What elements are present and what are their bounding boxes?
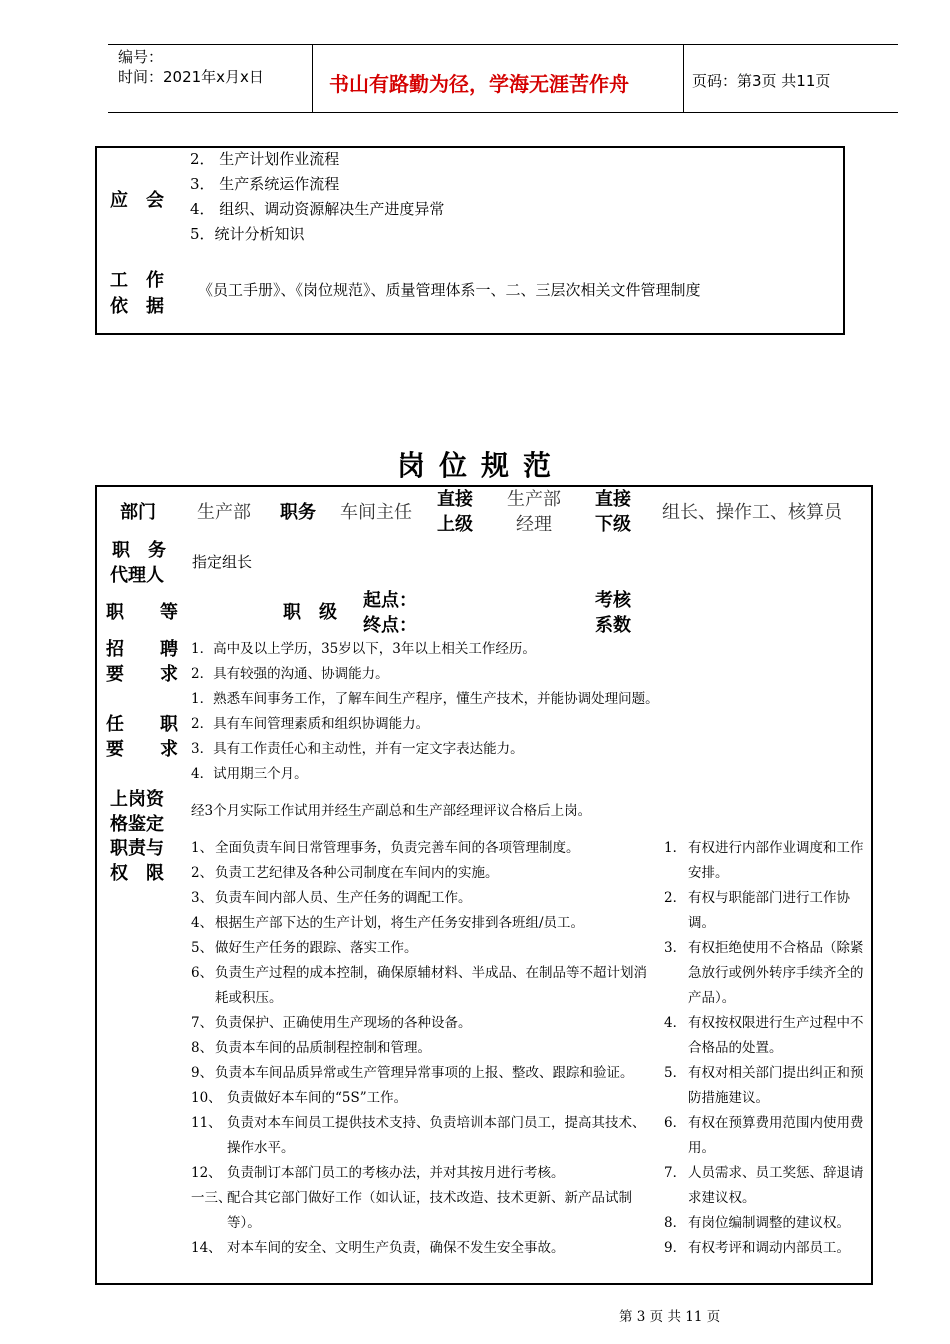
authority-item-text: 有岗位编制调整的建议权。 bbox=[688, 1215, 850, 1231]
authority-item bbox=[664, 1161, 864, 1211]
responsibility-item bbox=[191, 836, 649, 861]
start-label: 起点： bbox=[363, 590, 417, 611]
authority-item bbox=[664, 1111, 864, 1161]
superior-label-1: 直接 bbox=[437, 489, 473, 510]
end-label: 终点： bbox=[363, 615, 417, 636]
responsibility-item bbox=[191, 1161, 649, 1186]
responsibility-item-number: 5、 bbox=[191, 940, 214, 956]
responsibility-item-text: 根据生产部下达的生产计划，将生产任务安排到各班组/员工。 bbox=[215, 915, 585, 931]
subordinate-value: 组长、操作工、核算员 bbox=[662, 502, 842, 523]
recruit-label-2: 要 求 bbox=[106, 664, 178, 685]
authority-item-text: 有权进行内部作业调度和工作安排。 bbox=[688, 840, 864, 881]
responsibility-item-text: 全面负责车间日常管理事务，负责完善车间的各项管理制度。 bbox=[215, 840, 580, 856]
skill-item: 4． 组织、调动资源解决生产进度异常 bbox=[190, 200, 445, 218]
position-label: 职务 bbox=[280, 502, 316, 523]
authority-item-number: 4． bbox=[664, 1015, 687, 1031]
responsibility-item-number: 7、 bbox=[191, 1015, 214, 1031]
authority-item bbox=[664, 836, 864, 886]
responsibility-item-number: 9、 bbox=[191, 1065, 214, 1081]
responsibility-item-text: 负责工艺纪律及各种公司制度在车间内的实施。 bbox=[215, 865, 499, 881]
header-bottom-rule bbox=[108, 112, 898, 113]
duty-req-item: 4．试用期三个月。 bbox=[191, 766, 308, 782]
authority-item bbox=[664, 1211, 864, 1236]
responsibility-list bbox=[191, 836, 649, 1261]
resp-label-1: 职责与 bbox=[110, 838, 164, 859]
duty-req-item: 1．熟悉车间事务工作，了解车间生产程序，懂生产技术，并能协调处理问题。 bbox=[191, 691, 659, 707]
duty-req-label-1: 任 职 bbox=[106, 714, 178, 735]
responsibility-item-number: 11、 bbox=[191, 1115, 222, 1131]
header-divider-left bbox=[312, 44, 313, 113]
responsibility-item-text: 对本车间的安全、文明生产负责，确保不发生安全事故。 bbox=[227, 1240, 565, 1256]
responsibility-item-text: 负责制订本部门员工的考核办法，并对其按月进行考核。 bbox=[227, 1165, 565, 1181]
responsibility-item-number: 一三、 bbox=[191, 1190, 232, 1206]
authority-item-number: 5． bbox=[664, 1065, 687, 1081]
ying-hui-label: 应 会 bbox=[110, 190, 164, 211]
duty-req-label-2: 要 求 bbox=[106, 739, 178, 760]
dept-label: 部门 bbox=[120, 502, 156, 523]
superior-label-2: 上级 bbox=[437, 514, 473, 535]
responsibility-item-text: 负责保护、正确使用生产现场的各种设备。 bbox=[215, 1015, 472, 1031]
authority-item-number: 7． bbox=[664, 1165, 687, 1181]
qual-label-1: 上岗资 bbox=[110, 789, 164, 810]
authority-item-text: 有权拒绝使用不合格品（除紧急放行或例外转序手续齐全的产品）。 bbox=[688, 940, 864, 1006]
header-divider-right bbox=[683, 44, 684, 113]
authority-item-number: 8． bbox=[664, 1215, 687, 1231]
header-top-rule bbox=[108, 44, 898, 45]
responsibility-item-number: 4、 bbox=[191, 915, 214, 931]
header-motto: 书山有路勤为径，学海无涯苦作舟 bbox=[329, 72, 629, 96]
responsibility-item bbox=[191, 1186, 649, 1236]
responsibility-item bbox=[191, 911, 649, 936]
authority-item-text: 人员需求、员工奖惩、辞退请求建议权。 bbox=[688, 1165, 864, 1206]
subordinate-label-2: 下级 bbox=[595, 514, 631, 535]
authority-item-number: 3． bbox=[664, 940, 687, 956]
duty-req-item: 3．具有工作责任心和主动性，并有一定文字表达能力。 bbox=[191, 741, 524, 757]
authority-item bbox=[664, 1236, 864, 1261]
authority-item-text: 有权在预算费用范围内使用费用。 bbox=[688, 1115, 864, 1156]
coef-label-2: 系数 bbox=[595, 615, 631, 636]
deputy-label-1: 职 务 bbox=[112, 540, 166, 561]
section-title: 岗位规范 bbox=[397, 449, 566, 482]
header-page: 页码：第3页 共11页 bbox=[692, 72, 831, 90]
authority-item-text: 有权与职能部门进行工作协调。 bbox=[688, 890, 850, 931]
authority-item-number: 6． bbox=[664, 1115, 687, 1131]
responsibility-item-number: 10、 bbox=[191, 1090, 222, 1106]
authority-item bbox=[664, 1011, 864, 1061]
authority-item bbox=[664, 1061, 864, 1111]
subordinate-label-1: 直接 bbox=[595, 489, 631, 510]
qual-label-2: 格鉴定 bbox=[110, 814, 164, 835]
responsibility-item-text: 负责生产过程的成本控制，确保原辅材料、半成品、在制品等不超计划消耗或积压。 bbox=[215, 965, 647, 1006]
authority-item-number: 9． bbox=[664, 1240, 687, 1256]
authority-item-text: 有权按权限进行生产过程中不合格品的处置。 bbox=[688, 1015, 864, 1056]
skill-item: 2． 生产计划作业流程 bbox=[190, 150, 340, 168]
responsibility-item bbox=[191, 961, 649, 1011]
responsibility-item-text: 负责本车间的品质制程控制和管理。 bbox=[215, 1040, 431, 1056]
authority-item-number: 1． bbox=[664, 840, 687, 856]
responsibility-item-number: 6、 bbox=[191, 965, 214, 981]
responsibility-item-text: 做好生产任务的跟踪、落实工作。 bbox=[215, 940, 418, 956]
recruit-item: 1．高中及以上学历，35岁以下，3年以上相关工作经历。 bbox=[191, 641, 536, 657]
recruit-label-1: 招 聘 bbox=[106, 639, 178, 660]
responsibility-item-number: 12、 bbox=[191, 1165, 222, 1181]
recruit-item: 2．具有较强的沟通、协调能力。 bbox=[191, 666, 389, 682]
authority-item-text: 有权对相关部门提出纠正和预防措施建议。 bbox=[688, 1065, 864, 1106]
responsibility-item-text: 负责车间内部人员、生产任务的调配工作。 bbox=[215, 890, 472, 906]
duty-req-item: 2．具有车间管理素质和组织协调能力。 bbox=[191, 716, 430, 732]
responsibility-item bbox=[191, 1061, 649, 1086]
responsibility-item bbox=[191, 861, 649, 886]
qual-text: 经3个月实际工作试用并经生产副总和生产部经理评议合格后上岗。 bbox=[191, 803, 592, 819]
responsibility-item-text: 负责对本车间员工提供技术支持、负责培训本部门员工，提高其技术、操作水平。 bbox=[227, 1115, 646, 1156]
page-footer: 第 3 页 共 11 页 bbox=[619, 1309, 721, 1325]
deputy-value: 指定组长 bbox=[192, 553, 253, 571]
grade-label: 职 等 bbox=[106, 602, 178, 623]
basis-label-line1: 工 作 bbox=[110, 270, 164, 291]
responsibility-item bbox=[191, 1111, 649, 1161]
responsibility-item bbox=[191, 1036, 649, 1061]
responsibility-item-text: 负责做好本车间的“5S”工作。 bbox=[227, 1090, 408, 1106]
responsibility-item-number: 2、 bbox=[191, 865, 214, 881]
superior-value-1: 生产部 bbox=[507, 489, 561, 510]
responsibility-item-number: 8、 bbox=[191, 1040, 214, 1056]
header-date: 时间：2021年x月x日 bbox=[118, 68, 264, 86]
superior-value-2: 经理 bbox=[516, 514, 552, 535]
responsibility-item-text: 配合其它部门做好工作（如认证，技术改造、技术更新、新产品试制等）。 bbox=[227, 1190, 632, 1231]
level-label: 职 级 bbox=[283, 602, 337, 623]
responsibility-item-number: 3、 bbox=[191, 890, 214, 906]
coef-label-1: 考核 bbox=[595, 590, 631, 611]
responsibility-item-number: 1、 bbox=[191, 840, 214, 856]
skill-item: 5．统计分析知识 bbox=[190, 225, 305, 243]
authority-list bbox=[664, 836, 864, 1261]
authority-item bbox=[664, 886, 864, 936]
responsibility-item bbox=[191, 936, 649, 961]
basis-label-line2: 依 据 bbox=[110, 296, 164, 317]
responsibility-item bbox=[191, 1011, 649, 1036]
position-value: 车间主任 bbox=[340, 502, 412, 523]
header-number: 编号： bbox=[118, 48, 164, 66]
deputy-label-2: 代理人 bbox=[110, 565, 164, 586]
responsibility-item bbox=[191, 1086, 649, 1111]
skill-item: 3． 生产系统运作流程 bbox=[190, 175, 340, 193]
authority-item-text: 有权考评和调动内部员工。 bbox=[688, 1240, 850, 1256]
basis-text: 《员工手册》、《岗位规范》、质量管理体系一、二、三层次相关文件管理制度 bbox=[198, 281, 701, 299]
responsibility-item bbox=[191, 886, 649, 911]
resp-label-2: 权 限 bbox=[110, 863, 164, 884]
dept-value: 生产部 bbox=[197, 502, 251, 523]
authority-item-number: 2． bbox=[664, 890, 687, 906]
responsibility-item-number: 14、 bbox=[191, 1240, 222, 1256]
responsibility-item-text: 负责本车间品质异常或生产管理异常事项的上报、整改、跟踪和验证。 bbox=[215, 1065, 634, 1081]
authority-item bbox=[664, 936, 864, 1011]
responsibility-item bbox=[191, 1236, 649, 1261]
